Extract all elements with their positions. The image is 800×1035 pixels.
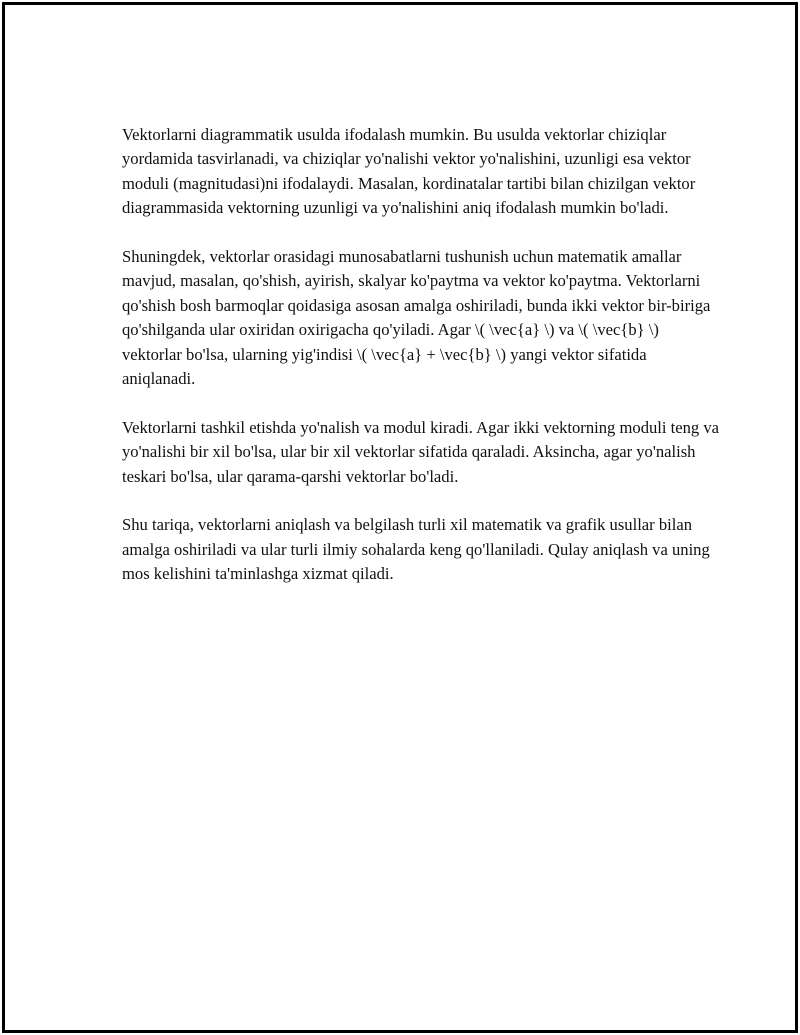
paragraph-2: Shuningdek, vektorlar orasidagi munosabatlarni tushunish uchun matematik amallar mavjud, masalan, qo'shish, ayirish, skalyar ko'paytma va vektor ko'paytma. Vektorlarni qo'shish bosh barmoqlar qoidasiga asosan amalga oshiriladi, bunda ikki vektor bir-biriga qo'shilganda ular oxiridan oxirigacha qo'yiladi. Agar \( \vec{a} \) va \( \vec{b} \) vektorlar bo'lsa, ularning yig'indisi \( \vec{a} + \vec{b} \) yangi vektor sifatida aniqlanadi. [122,247,711,389]
page-frame [2,2,798,1033]
paragraph-3: Vektorlarni tashkil etishda yo'nalish va modul kiradi. Agar ikki vektorning moduli teng va yo'nalishi bir xil bo'lsa, ular bir xil vektorlar sifatida qaraladi. Aksincha, agar yo'nalish teskari bo'lsa, ular qarama-qarshi vektorlar bo'ladi. [122,417,720,486]
paragraph-1: Vektorlarni diagrammatik usulda ifodalash mumkin. Bu usulda vektorlar chiziqlar yordamida tasvirlanadi, va chiziqlar yo'nalishi vektor yo'nalishini, uzunligi esa vektor moduli (magnitudasi)ni ifodalaydi. Masalan, kordinatalar tartibi bilan chizilgan vektor diagrammasida vektorning uzunligi va yo'nalishini aniq ifodalash mumkin bo'ladi. [122,125,696,218]
paragraph-4: Shu tariqa, vektorlarni aniqlash va belgilash turli xil matematik va grafik usullar bilan amalga oshiriladi va ular turli ilmiy sohalarda keng qo'llaniladi. Qulay aniqlash va uning mos kelishini ta'minlashga xizmat qiladi. [122,515,710,584]
document-body [122,123,722,611]
